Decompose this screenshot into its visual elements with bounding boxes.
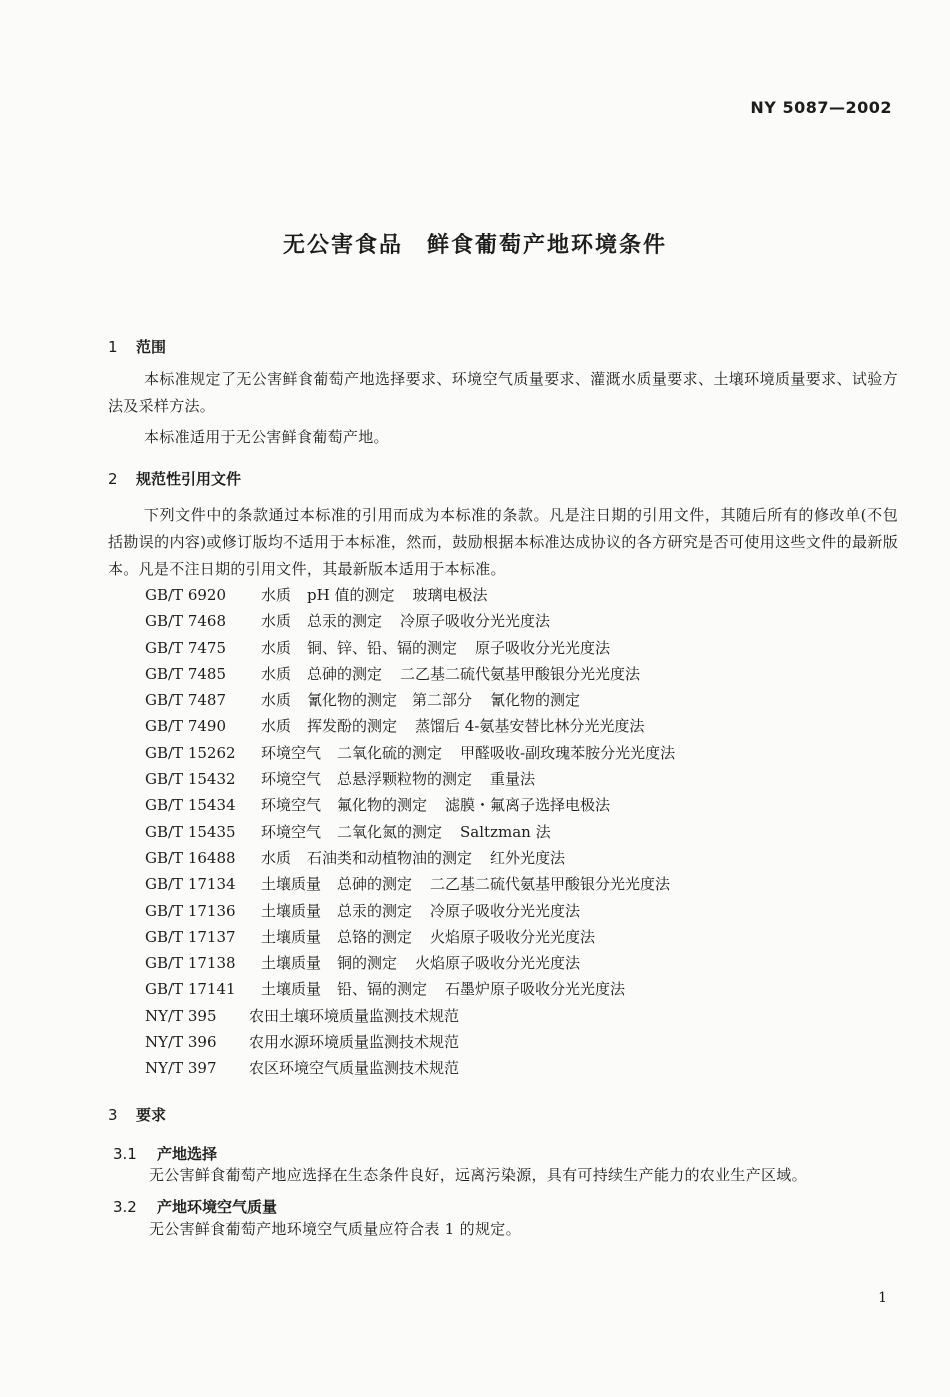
reference-category: 土壤质量 <box>261 980 322 999</box>
standard-code: NY 5087—2002 <box>750 98 892 117</box>
reference-subject: 氰化物的测定 第二部分 <box>307 691 473 710</box>
subsection-title: 产地选择 <box>157 1145 218 1163</box>
reference-subject: 石油类和动植物油的测定 <box>307 848 473 867</box>
reference-item <box>145 792 675 818</box>
section-2-heading <box>108 468 241 489</box>
section-3-1-heading <box>113 1143 217 1164</box>
reference-category: 农区环境空气质量监测技术规范 <box>249 1059 460 1078</box>
subsection-number: 3.2 <box>113 1198 137 1216</box>
section-number: 2 <box>108 470 118 488</box>
reference-category: 土壤质量 <box>261 901 322 920</box>
reference-method: 滤膜・氟离子选择电极法 <box>445 796 611 815</box>
reference-list <box>145 582 675 1082</box>
section-3-1-paragraph: 无公害鲜食葡萄产地应选择在生态条件良好，远离污染源，具有可持续生产能力的农业生产区域。 <box>149 1166 807 1184</box>
reference-code: GB/T 15435 <box>145 822 236 841</box>
reference-category: 水质 <box>261 691 292 710</box>
reference-code: GB/T 17136 <box>145 901 236 920</box>
reference-method: 石墨炉原子吸收分光光度法 <box>445 980 626 999</box>
section-title: 范围 <box>136 338 167 356</box>
reference-category: 水质 <box>261 848 292 867</box>
reference-method: 红外光度法 <box>490 848 566 867</box>
reference-method: 原子吸收分光光度法 <box>475 638 611 657</box>
reference-item <box>145 898 675 924</box>
reference-method: 二乙基二硫代氨基甲酸银分光光度法 <box>430 875 671 894</box>
section-title: 要求 <box>136 1106 167 1124</box>
reference-subject: 铅、镉的测定 <box>337 980 428 999</box>
reference-code: GB/T 16488 <box>145 848 236 867</box>
reference-category: 土壤质量 <box>261 954 322 973</box>
reference-category: 水质 <box>261 586 292 604</box>
reference-code: GB/T 17134 <box>145 875 236 894</box>
section-number: 3 <box>108 1106 118 1124</box>
document-title: 无公害食品 鲜食葡萄产地环境条件 <box>282 233 667 258</box>
subsection-number: 3.1 <box>113 1145 137 1163</box>
reference-method: 二乙基二硫代氨基甲酸银分光光度法 <box>400 664 641 683</box>
reference-method: Saltzman 法 <box>460 822 551 841</box>
reference-subject: 总砷的测定 <box>307 664 383 683</box>
section-3-2-paragraph: 无公害鲜食葡萄产地环境空气质量应符合表 1 的规定。 <box>149 1220 521 1238</box>
reference-item <box>145 582 675 608</box>
section-3-heading <box>108 1104 166 1125</box>
reference-code: GB/T 15434 <box>145 796 236 815</box>
reference-method: 氰化物的测定 <box>490 691 581 710</box>
reference-category: 土壤质量 <box>261 875 322 894</box>
reference-item <box>145 819 675 845</box>
reference-method: 玻璃电极法 <box>412 586 488 604</box>
section-title: 规范性引用文件 <box>136 470 242 488</box>
reference-method: 重量法 <box>490 770 536 789</box>
reference-code: GB/T 6920 <box>145 586 227 604</box>
reference-code: GB/T 7485 <box>145 664 227 683</box>
reference-item <box>145 976 675 1002</box>
reference-code: GB/T 15432 <box>145 770 236 789</box>
reference-category: 水质 <box>261 638 292 657</box>
reference-subject: 二氧化氮的测定 <box>337 822 443 841</box>
reference-item <box>145 950 675 976</box>
section-1-paragraph-2: 本标准适用于无公害鲜食葡萄产地。 <box>144 428 389 446</box>
reference-method: 甲醛吸收-副玫瑰苯胺分光光度法 <box>460 743 676 762</box>
reference-method: 冷原子吸收分光光度法 <box>430 901 581 920</box>
reference-item <box>145 871 675 897</box>
reference-method: 冷原子吸收分光光度法 <box>400 612 551 631</box>
reference-code: NY/T 397 <box>145 1059 217 1078</box>
reference-item <box>145 713 675 739</box>
reference-category: 农田土壤环境质量监测技术规范 <box>249 1006 460 1025</box>
reference-code: GB/T 7475 <box>145 638 227 657</box>
reference-subject: 总砷的测定 <box>337 875 413 894</box>
reference-subject: 总汞的测定 <box>337 901 413 920</box>
reference-subject: 铜、锌、铅、镉的测定 <box>307 638 458 657</box>
reference-item <box>145 635 675 661</box>
reference-subject: 二氧化硫的测定 <box>337 743 443 762</box>
section-1-paragraph-1: 本标准规定了无公害鲜食葡萄产地选择要求、环境空气质量要求、灌溉水质量要求、土壤环境质量要求、试验方法及采样方法。 <box>108 370 898 415</box>
reference-category: 环境空气 <box>261 822 322 841</box>
reference-subject: 挥发酚的测定 <box>307 717 398 736</box>
reference-subject: 铜的测定 <box>337 954 398 973</box>
reference-method: 火焰原子吸收分光光度法 <box>430 927 596 946</box>
reference-item <box>145 740 675 766</box>
reference-item <box>145 608 675 634</box>
reference-method: 火焰原子吸收分光光度法 <box>415 954 581 973</box>
reference-item <box>145 766 675 792</box>
reference-category: 环境空气 <box>261 796 322 815</box>
reference-code: GB/T 17137 <box>145 927 236 946</box>
reference-category: 农用水源环境质量监测技术规范 <box>249 1033 460 1052</box>
reference-code: GB/T 7490 <box>145 717 227 736</box>
reference-code: GB/T 17141 <box>145 980 236 999</box>
subsection-title: 产地环境空气质量 <box>157 1198 278 1216</box>
reference-code: GB/T 15262 <box>145 743 236 762</box>
reference-category: 土壤质量 <box>261 927 322 946</box>
reference-item <box>145 1055 675 1081</box>
reference-item <box>145 1003 675 1029</box>
reference-item <box>145 687 675 713</box>
reference-code: GB/T 7487 <box>145 691 227 710</box>
reference-item <box>145 845 675 871</box>
reference-category: 环境空气 <box>261 770 322 789</box>
reference-item <box>145 924 675 950</box>
reference-item <box>145 1029 675 1055</box>
reference-subject: 总铬的测定 <box>337 927 413 946</box>
section-2-paragraph: 下列文件中的条款通过本标准的引用而成为本标准的条款。凡是注日期的引用文件，其随后所有的修改单(不包括勘误的内容)或修订版均不适用于本标准，然而，鼓励根据本标准达成协议的各方研究是否可使用这些文件的最新版本。凡是不注日期的引用文件，其最新版本适用于本标准。 <box>108 506 898 578</box>
reference-subject: 总汞的测定 <box>307 612 383 631</box>
reference-subject: 氟化物的测定 <box>337 796 428 815</box>
reference-code: GB/T 7468 <box>145 612 227 631</box>
reference-method: 蒸馏后 4-氨基安替比林分光光度法 <box>415 717 645 736</box>
reference-item <box>145 661 675 687</box>
reference-category: 水质 <box>261 612 292 631</box>
page-number: 1 <box>878 1290 887 1306</box>
reference-category: 水质 <box>261 664 292 683</box>
reference-code: GB/T 17138 <box>145 954 236 973</box>
reference-code: NY/T 395 <box>145 1006 217 1025</box>
section-1-heading <box>108 336 166 357</box>
reference-code: NY/T 396 <box>145 1033 217 1052</box>
reference-category: 环境空气 <box>261 743 322 762</box>
section-3-2-heading <box>113 1196 277 1217</box>
reference-category: 水质 <box>261 717 292 736</box>
reference-subject: 总悬浮颗粒物的测定 <box>337 770 473 789</box>
reference-subject: pH 值的测定 <box>307 586 395 604</box>
section-number: 1 <box>108 338 118 356</box>
